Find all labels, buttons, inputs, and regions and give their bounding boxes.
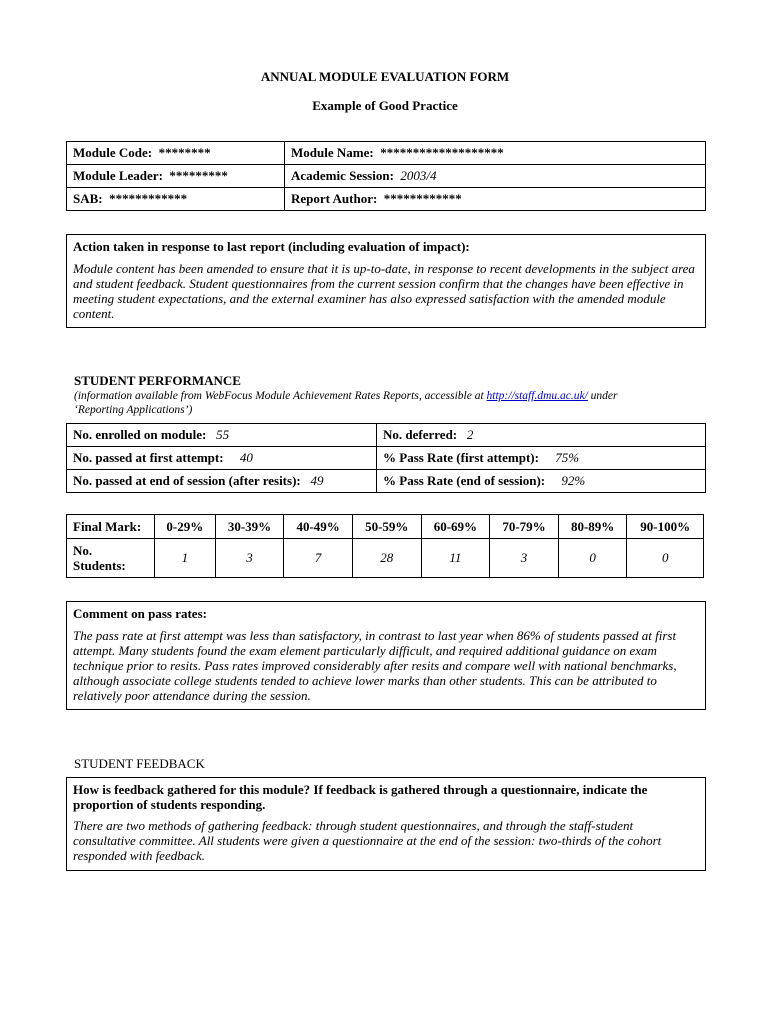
academic-session-value: 2003/4 xyxy=(400,168,437,183)
sab-label: SAB: xyxy=(73,191,103,206)
count-6: 0 xyxy=(558,539,627,578)
pass-rate-first-label: % Pass Rate (first attempt): xyxy=(383,450,539,465)
student-performance-info xyxy=(74,389,704,417)
student-feedback-text: There are two methods of gathering feedback: through student questionnaires, and through the staff-student consultative committee. All students were given a questionnaire at the end of the session: two-thirds of the cohort responded with feedback. xyxy=(73,818,662,863)
band-4: 60-69% xyxy=(421,515,490,539)
passed-first-label: No. passed at first attempt: xyxy=(73,450,224,465)
band-6: 80-89% xyxy=(558,515,627,539)
report-author-value: ************ xyxy=(383,191,462,206)
student-feedback-heading: STUDENT FEEDBACK xyxy=(74,756,205,771)
marks-table xyxy=(66,514,704,578)
passed-first-cell xyxy=(67,447,377,470)
module-code-value: ******** xyxy=(158,145,211,160)
sab-cell xyxy=(67,188,285,211)
band-3: 50-59% xyxy=(352,515,421,539)
final-mark-label: Final Mark: xyxy=(67,515,155,539)
passed-end-label: No. passed at end of session (after resits): xyxy=(73,473,301,488)
pass-rate-comment-box xyxy=(66,601,706,710)
module-leader-label: Module Leader: xyxy=(73,168,163,183)
pass-rate-comment-text: The pass rate at first attempt was less than satisfactory, in contrast to last year when 86% of students passed at first attempt. Many students found the exam element particularly difficult, and required additional guidance on exam technique prior to resits. Pass rates improved considerably after resits and compare well with national benchmarks, although associate college students tended to achieve lower marks than other students. This can be attributed to relatively poor attendance during the session. xyxy=(73,628,677,703)
passed-end-value: 49 xyxy=(310,473,324,488)
count-7: 0 xyxy=(627,539,704,578)
student-performance-heading: STUDENT PERFORMANCE xyxy=(74,373,241,388)
student-feedback-box xyxy=(66,777,706,871)
pass-rate-first-cell xyxy=(377,447,706,470)
band-2: 40-49% xyxy=(284,515,353,539)
report-author-cell xyxy=(285,188,706,211)
info-prefix: (information available from WebFocus Module Achievement Rates Reports, accessible at xyxy=(74,390,487,402)
count-1: 3 xyxy=(215,539,284,578)
pass-rate-comment-heading: Comment on pass rates: xyxy=(73,606,207,621)
pass-rate-first-value: 75% xyxy=(555,450,580,465)
pass-rate-end-value: 92% xyxy=(561,473,586,488)
module-info-table xyxy=(66,141,706,211)
students-label-line2: Students: xyxy=(73,558,126,573)
count-4: 11 xyxy=(421,539,490,578)
deferred-value: 2 xyxy=(466,427,474,442)
info-line2: ‘Reporting Applications’) xyxy=(74,404,193,416)
module-name-label: Module Name: xyxy=(291,145,374,160)
count-3: 28 xyxy=(352,539,421,578)
report-author-label: Report Author: xyxy=(291,191,378,206)
module-name-value: ******************* xyxy=(380,145,504,160)
band-5: 70-79% xyxy=(490,515,559,539)
academic-session-cell xyxy=(285,165,706,188)
students-label-line1: No. xyxy=(73,543,93,558)
performance-table xyxy=(66,423,706,493)
staff-portal-link[interactable]: http://staff.dmu.ac.uk/ xyxy=(486,390,588,402)
deferred-label: No. deferred: xyxy=(383,427,458,442)
module-code-label: Module Code: xyxy=(73,145,153,160)
deferred-cell xyxy=(377,424,706,447)
module-name-cell xyxy=(285,142,706,165)
count-2: 7 xyxy=(284,539,353,578)
pass-rate-end-cell xyxy=(377,470,706,493)
module-leader-cell xyxy=(67,165,285,188)
action-taken-heading: Action taken in response to last report (including evaluation of impact): xyxy=(73,239,470,254)
band-0: 0-29% xyxy=(155,515,216,539)
pass-rate-end-label: % Pass Rate (end of session): xyxy=(383,473,546,488)
action-taken-box xyxy=(66,234,706,328)
info-suffix: under xyxy=(587,390,618,402)
students-label xyxy=(67,539,155,578)
band-7: 90-100% xyxy=(627,515,704,539)
passed-end-cell xyxy=(67,470,377,493)
enrolled-value: 55 xyxy=(216,427,230,442)
count-5: 3 xyxy=(490,539,559,578)
enrolled-label: No. enrolled on module: xyxy=(73,427,207,442)
marks-header-row xyxy=(67,515,704,539)
enrolled-cell xyxy=(67,424,377,447)
sab-value: ************ xyxy=(109,191,188,206)
count-0: 1 xyxy=(155,539,216,578)
form-title: ANNUAL MODULE EVALUATION FORM xyxy=(260,69,510,84)
module-leader-value: ********* xyxy=(169,168,228,183)
module-code-cell xyxy=(67,142,285,165)
marks-count-row xyxy=(67,539,704,578)
student-feedback-question: How is feedback gathered for this module? If feedback is gathered through a questionnaire, indicate the proportion of students responding. xyxy=(73,782,648,812)
form-subtitle: Example of Good Practice xyxy=(312,98,458,113)
action-taken-text: Module content has been amended to ensure that it is up-to-date, in response to recent developments in the subject area and student feedback. Student questionnaires from the current session confirm that the changes have been effective in meeting student expectations, and the external examiner has also expressed satisfaction with the amended module content. xyxy=(73,261,695,321)
passed-first-value: 40 xyxy=(239,450,253,465)
band-1: 30-39% xyxy=(215,515,284,539)
academic-session-label: Academic Session: xyxy=(291,168,394,183)
